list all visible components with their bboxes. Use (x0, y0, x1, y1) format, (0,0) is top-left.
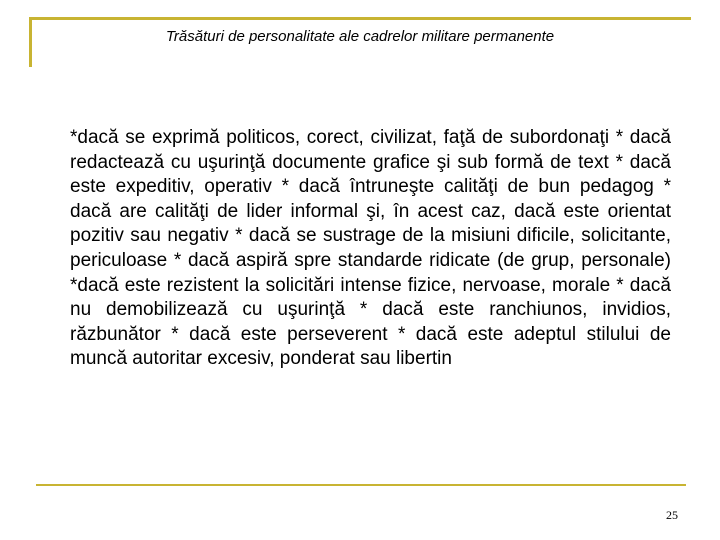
title-frame-left-border (29, 17, 32, 67)
title-frame-top-border (29, 17, 691, 20)
slide-body-text: *dacă se exprimă politicos, corect, civilizat, faţă de subordonaţi * dacă redactează cu uşurinţă documente grafice şi sub formă de text * dacă este expeditiv, operativ * dacă întruneşte calităţi de bun pedagog * dacă are calităţi de lider informal şi, în acest caz, dacă este orientat pozitiv sau negativ * dacă se sustrage de la misiuni dificile, solicitante, periculoase * dacă aspiră spre standarde ridicate (de grup, personale) *dacă este rezistent la solicitări intense fizice, nervoase, morale * dacă nu demobilizează cu uşurinţă * dacă este ranchiunos, invidios, răzbunător * dacă este perseverent * dacă este adeptul stilului de muncă autoritar excesiv, ponderat sau libertin (70, 127, 671, 370)
slide-title: Trăsături de personalitate ale cadrelor militare permanente (165, 28, 555, 45)
bottom-divider (36, 484, 686, 486)
page-number: 25 (666, 508, 678, 522)
